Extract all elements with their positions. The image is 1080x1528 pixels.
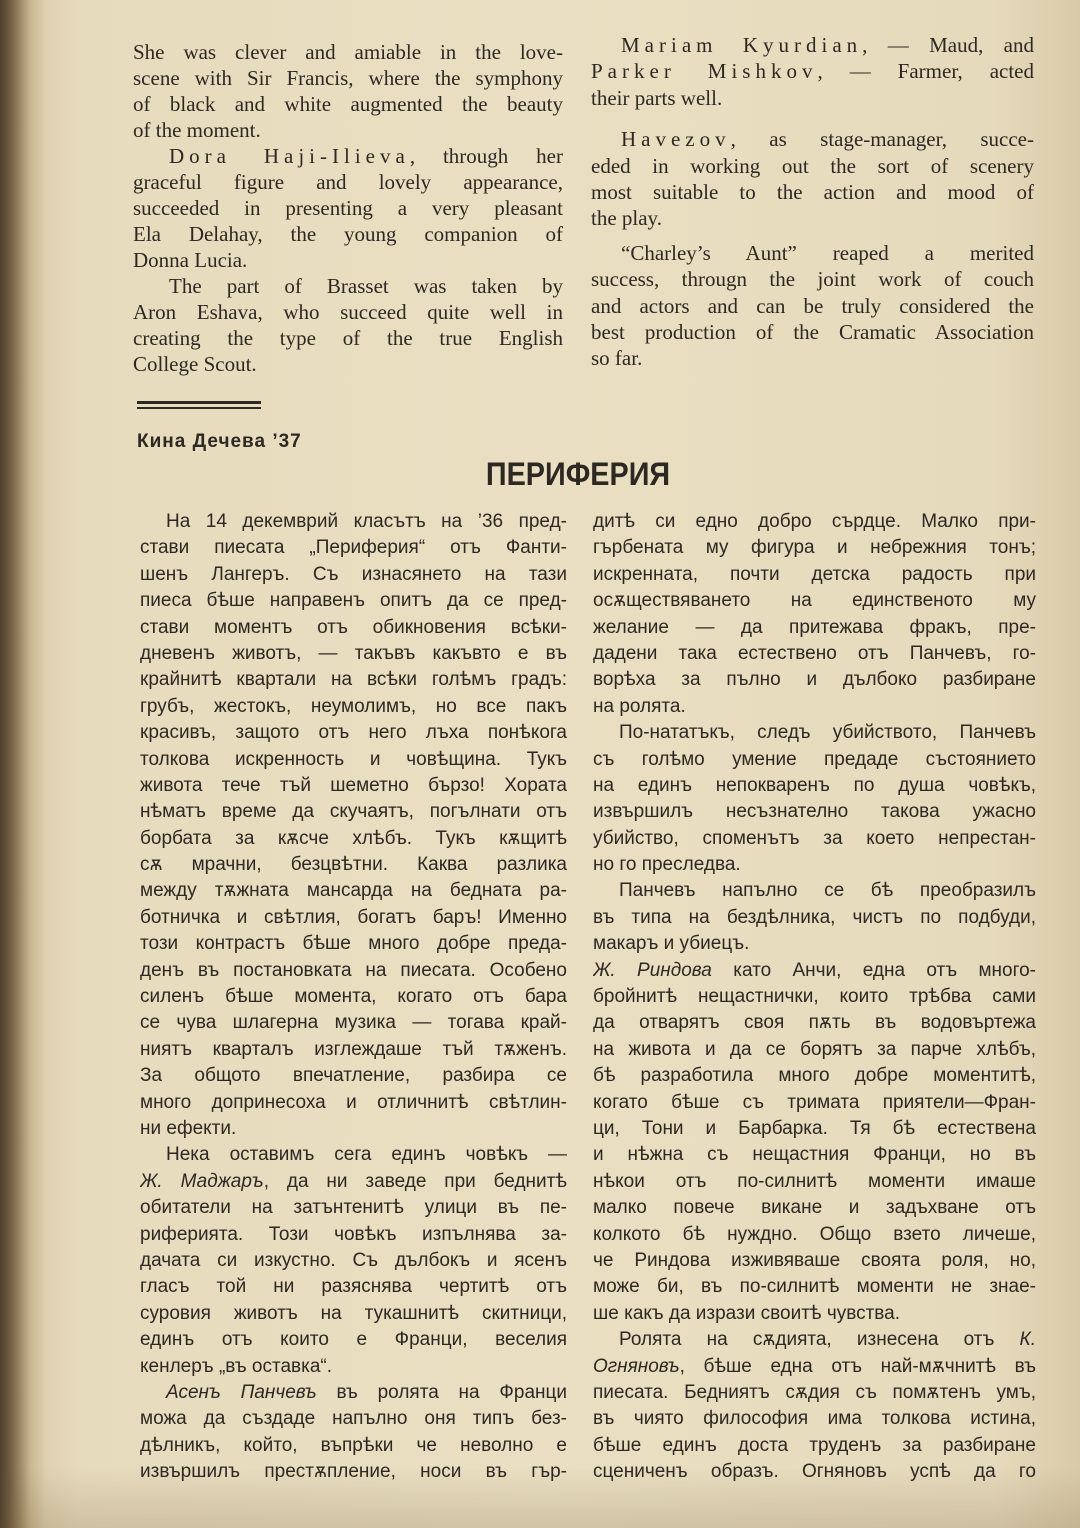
text-line: бѣ разработила много добре моментитѣ, xyxy=(593,1065,1036,1087)
text-line: силенъ бѣше момента, когато отъ бара xyxy=(140,986,567,1008)
text-line: грубъ, жестокъ, неумолимъ, но все пакъ xyxy=(140,695,567,717)
text-line: She was clever and amiable in the love- xyxy=(133,40,563,64)
text-line: може би, въ по-силнитѣ моменти не знае- xyxy=(593,1276,1036,1298)
text-line: дѣлникъ, който, въпрѣки че неволно е xyxy=(140,1434,567,1456)
text-segment: , as stage-manager, succe- xyxy=(730,127,1034,152)
text-line: че Риндова изживяваше своята роля, но, xyxy=(593,1249,1036,1271)
text-line: “Charley’s Aunt” reaped a merited xyxy=(621,240,1034,265)
text-line: нѣматъ време да скучаятъ, погълнати отъ xyxy=(140,801,567,823)
text-line: на живота и да се борятъ за парче хлѣбъ, xyxy=(593,1038,1036,1060)
text-line: шенъ Лангеръ. Съ изнасянето на тази xyxy=(140,563,567,585)
text-line: толкова искренность и човѣщина. Тукъ xyxy=(140,748,567,770)
english-review-left-column xyxy=(133,39,563,377)
text-line: обитатели на затънтенитѣ улици въ пе- xyxy=(140,1197,567,1219)
text-line: единъ отъ които е Франци, веселия xyxy=(140,1329,567,1351)
text-line: колкото бѣ нуждно. Общо взето личеше, xyxy=(593,1223,1036,1245)
paragraph xyxy=(140,1380,567,1486)
text-line: искренната, почти детска радость при xyxy=(593,563,1036,585)
text-segment: Ролята на сѫдията, изнесена отъ xyxy=(619,1329,1020,1351)
text-segment: , through her xyxy=(409,144,563,168)
text-line: дадени така естествено отъ Панчевъ, го- xyxy=(593,642,1036,664)
text-line: борбата за кѫсче хлѣбъ. Тукъ кѫщитѣ xyxy=(140,827,567,849)
text-line xyxy=(140,1169,567,1195)
text-line: graceful figure and lovely appearance, xyxy=(133,170,563,194)
text-line: гърбената му фигура и небрежния тонъ; xyxy=(593,537,1036,559)
text-line: ниятъ кварталъ изглеждаше тъй тѫженъ. xyxy=(140,1038,567,1060)
paragraph xyxy=(593,878,1036,957)
text-line: the play. xyxy=(591,206,662,231)
text-segment: , бѣше една отъ най-мѫчнитѣ въ xyxy=(679,1355,1036,1377)
text-line: дитѣ си едно добро сърдце. Малко при- xyxy=(593,511,1036,532)
text-segment: , — Farmer, acted xyxy=(817,59,1034,84)
text-line: извършилъ несъзнателно такова ужасно xyxy=(593,801,1036,823)
article-title: ПЕРИФЕРИЯ xyxy=(485,456,671,492)
text-line: По-нататъкъ, следъ убийството, Панчевъ xyxy=(619,722,1036,744)
text-line: да отварятъ своя пѫть въ водовъртежа xyxy=(593,1012,1036,1034)
text-line: стави моментъ отъ обикновения всѣки- xyxy=(140,616,567,638)
paragraph xyxy=(591,240,1034,372)
text-line: succeeded in presenting a very pleasant xyxy=(133,196,563,220)
text-line: дневенъ животъ, — такъвъ какъвто е въ xyxy=(140,642,567,664)
paragraph xyxy=(593,958,1036,1327)
spaced-name: Mariam Kyurdian xyxy=(621,33,863,57)
text-line: осѫществяването на единственото му xyxy=(593,590,1036,612)
english-review-right-column xyxy=(591,32,1034,372)
text-line: гласъ той ни разяснява чертитѣ отъ xyxy=(140,1276,567,1298)
text-line: eded in working out the sort of scenery xyxy=(591,153,1034,178)
text-line: малко повече викане и задъхване отъ xyxy=(593,1197,1036,1219)
text-segment: като Анчи, една отъ много- xyxy=(711,959,1036,981)
text-line xyxy=(593,958,1036,984)
text-line: извършилъ престѫпление, носи въ гър- xyxy=(140,1461,567,1483)
text-line: College Scout. xyxy=(133,352,257,376)
text-line xyxy=(140,1380,567,1406)
text-segment: , да ни заведе при беднитѣ xyxy=(263,1170,567,1192)
paragraph xyxy=(133,39,563,143)
text-line xyxy=(133,143,563,169)
italic-name: Ж. Маджаръ xyxy=(140,1170,264,1192)
text-line: На 14 декемврий класътъ на ’36 пред- xyxy=(166,511,567,532)
text-line: се чува шлагерна музика — тогава край- xyxy=(140,1012,567,1034)
text-line: стави пиесата „Периферия“ отъ Фанти- xyxy=(140,537,567,559)
text-line: този контрастъ бѣше много добре преда- xyxy=(140,933,567,955)
text-line: пиеса бѣше направенъ опитъ да се пред- xyxy=(140,590,567,612)
text-line: their parts well. xyxy=(591,85,723,110)
text-line: желание — да притежава фракъ, пре- xyxy=(593,616,1036,638)
text-line: красивъ, защото отъ него лъха понѣкога xyxy=(140,722,567,744)
text-line: между тѫжната мансарда на бедната ра- xyxy=(140,880,567,902)
paragraph xyxy=(133,273,563,377)
text-line: на единъ непокваренъ по душа човѣкъ, xyxy=(593,774,1036,796)
text-line: кенлеръ „въ оставка“. xyxy=(140,1355,333,1377)
text-line: of black and white augmented the beauty xyxy=(133,92,563,116)
paragraph xyxy=(593,509,1036,720)
text-line: убийство, споменътъ за което непрестан- xyxy=(593,827,1036,849)
text-line: съ голѣмо умение предаде състоянието xyxy=(593,748,1036,770)
section-divider xyxy=(137,401,261,409)
text-line: ворѣха за пълно и дълбоко разбиране xyxy=(593,669,1036,691)
text-line: Ela Delahay, the young companion of xyxy=(133,222,563,246)
text-line: пиесата. Бедниятъ сѫдия съ помѫтенъ умъ, xyxy=(593,1381,1036,1403)
text-line: и нѣжна съ нещастния Франци, но въ xyxy=(593,1144,1036,1166)
text-line: and actors and can be truly considered the xyxy=(591,293,1034,318)
text-line: много допринесоха и отличнитѣ свѣтлин- xyxy=(140,1091,567,1113)
text-line xyxy=(591,32,1034,58)
paragraph xyxy=(591,32,1034,111)
text-line: Панчевъ напълно се бѣ преобразилъ xyxy=(619,880,1036,902)
text-line: риферията. Този човѣкъ изпълнява за- xyxy=(140,1223,567,1245)
paragraph xyxy=(593,720,1036,878)
article-right-column xyxy=(593,509,1036,1485)
text-line: суровия животъ на тукашнитѣ скитници, xyxy=(140,1302,567,1324)
text-line: но го преследва. xyxy=(593,854,741,876)
text-line xyxy=(593,1327,1036,1353)
text-line: success, througn the joint work of couch xyxy=(591,267,1034,292)
text-line: scene with Sir Francis, where the symphony xyxy=(133,66,563,90)
paragraph xyxy=(133,143,563,273)
text-line: сѫ мрачни, безцвѣтни. Каква разлика xyxy=(140,854,567,876)
text-line: сцениченъ образъ. Огняновъ успѣ да го xyxy=(593,1461,1036,1483)
text-segment: , — Maud, and xyxy=(862,33,1034,57)
text-line: Aron Eshava, who succeed quite well in xyxy=(133,300,563,324)
text-line: The part of Brasset was taken by xyxy=(169,274,563,298)
text-line: дачата си изкустно. Съ дълбокъ и ясенъ xyxy=(140,1249,567,1271)
text-line xyxy=(591,126,1034,152)
text-line: бѣше единъ доста труденъ за разбиране xyxy=(593,1434,1036,1456)
text-line: Нека оставимъ сега единъ човѣкъ — xyxy=(166,1144,567,1166)
text-line: Donna Lucia. xyxy=(133,248,248,272)
italic-name: Асенъ Панчевъ xyxy=(166,1381,317,1403)
text-line: на ролята. xyxy=(593,695,686,717)
italic-name: Ж. Риндова xyxy=(593,959,712,981)
text-line xyxy=(593,1354,1036,1380)
italic-name: К. xyxy=(1019,1329,1036,1351)
text-segment: въ ролята на Франци xyxy=(316,1381,567,1403)
text-line: ни ефекти. xyxy=(140,1117,237,1139)
spaced-name: Havezov xyxy=(621,127,731,152)
paragraph xyxy=(591,126,1034,232)
text-line: можа да създаде напълно оня типъ без- xyxy=(140,1408,567,1430)
text-line: За общото впечатление, разбира се xyxy=(140,1065,567,1087)
paragraph xyxy=(593,1327,1036,1485)
text-line: of the moment. xyxy=(133,118,261,142)
text-line: most suitable to the action and mood of xyxy=(591,179,1034,204)
text-line: so far. xyxy=(591,346,643,371)
paragraph xyxy=(140,509,567,1142)
article-left-column xyxy=(140,509,567,1485)
text-line: денъ въ постановката на пиесата. Особено xyxy=(140,959,567,981)
text-line: въ чиято философия има толкова истина, xyxy=(593,1408,1036,1430)
italic-name: Огняновъ xyxy=(593,1355,680,1377)
author-byline: Кина Дечева ’37 xyxy=(137,431,302,452)
text-line: бройнитѣ нещастнички, които трѣбва сами xyxy=(593,986,1036,1008)
text-line: creating the type of the true English xyxy=(133,326,563,350)
text-line: макаръ и убиецъ. xyxy=(593,933,750,955)
text-line: живота тече тъй шеметно бързо! Хората xyxy=(140,774,567,796)
text-line: крайнитѣ квартали на всѣки голѣмъ градъ: xyxy=(140,669,567,691)
paragraph xyxy=(140,1142,567,1380)
text-line xyxy=(591,58,1034,84)
spaced-name: Dora Haji-Ilieva xyxy=(169,144,410,168)
text-line: ше какъ да изрази своитѣ чувства. xyxy=(593,1302,901,1324)
text-line: когато бѣше съ тримата приятели—Фран- xyxy=(593,1091,1036,1113)
text-line: въ типа на бездѣлника, чистъ по подбуди, xyxy=(593,906,1036,928)
text-line: best production of the Cramatic Association xyxy=(591,319,1034,344)
spaced-name: Parker Mishkov xyxy=(591,59,818,84)
text-line: нѣкои отъ по-силнитѣ моменти имаше xyxy=(593,1170,1036,1192)
text-line: ботничка и свѣтлия, богатъ баръ! Именно xyxy=(140,906,567,928)
text-line: ци, Тони и Барбарка. Тя бѣ естествена xyxy=(593,1117,1036,1139)
